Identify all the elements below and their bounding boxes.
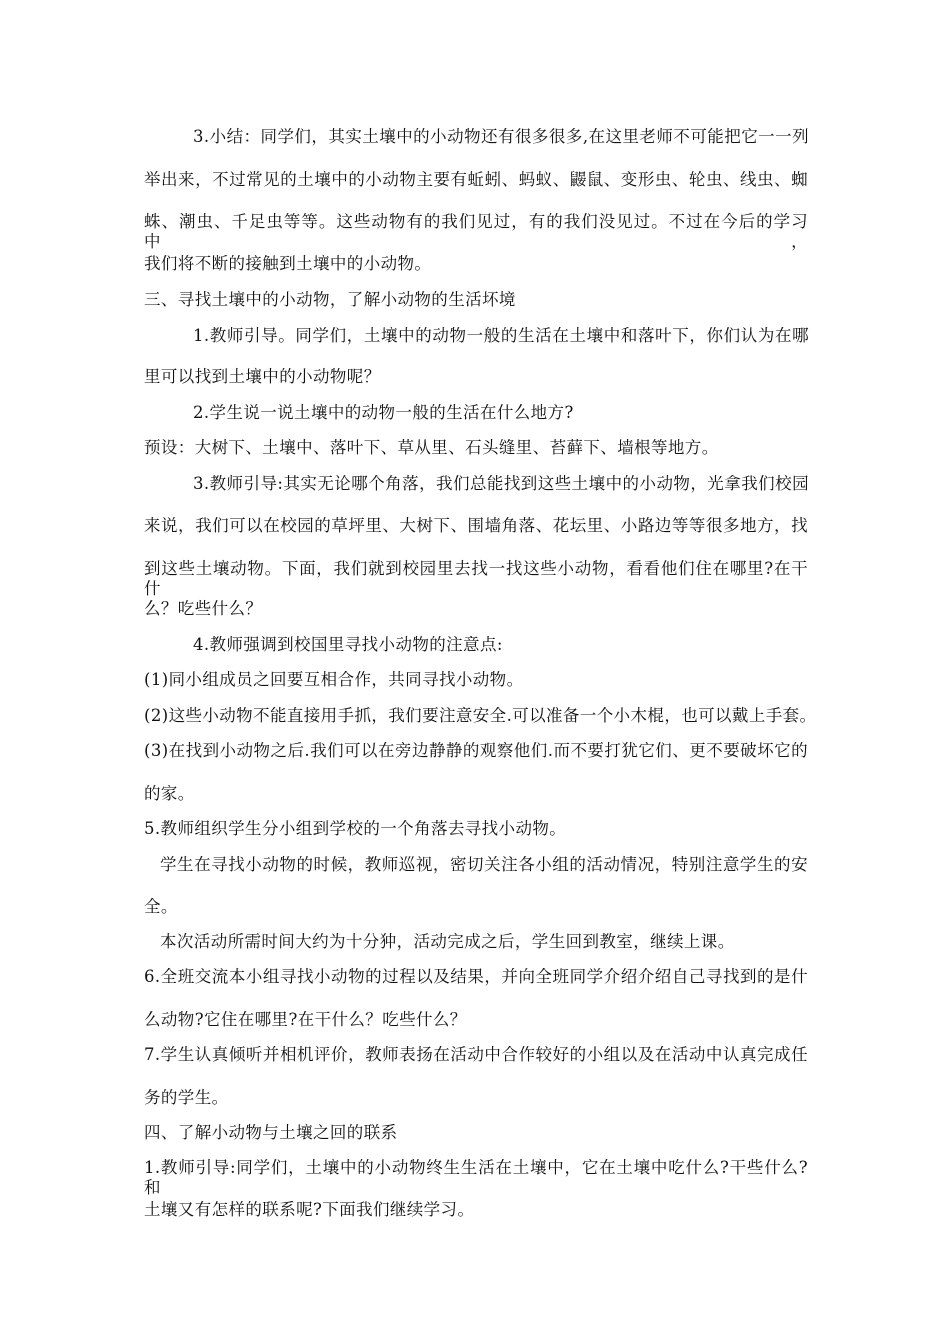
paragraph-line: 7.学生认真倾听并相机评价，教师表扬在活动中合作较好的小组以及在活动中认真完成任: [144, 1045, 808, 1064]
paragraph-line: 学生在寻找小动物的时候，教师巡视，密切关注各小组的活动情况，特别注意学生的安: [160, 855, 808, 874]
section-heading: 四、了解小动物与土壤之回的联系: [144, 1123, 398, 1142]
paragraph-line: 的家。: [144, 784, 195, 803]
paragraph-line: 1.教师引导:同学们，土壤中的小动物终生生活在土壤中，它在土壤中吃什么?干些什么?和: [144, 1158, 808, 1197]
paragraph-line: 么动物?它住在哪里?在干什么？吃些什么？: [144, 1010, 467, 1029]
paragraph-line: 蛛、潮虫、千足虫等等。这些动物有的我们见过，有的我们没见过。不过在今后的学习中，: [144, 212, 808, 251]
paragraph-line: 到这些土壤动物。下面，我们就到校园里去找一找这些小动物，看看他们住在哪里?在干什: [144, 559, 808, 598]
paragraph-line: 4.教师强调到校国里寻找小动物的注意点:: [193, 635, 503, 654]
paragraph-line: 3.教师引导:其实无论哪个角落，我们总能找到这些土壤中的小动物，光拿我们校园: [193, 474, 809, 493]
list-item: (2)这些小动物不能直接用手抓，我们要注意安全.可以准备一个小木棍，也可以戴上手套。: [144, 706, 817, 725]
paragraph-line: 1.教师引导。同学们，土壤中的动物一般的生活在土壤中和落叶下，你们认为在哪: [193, 326, 809, 345]
paragraph-line: 预设：大树下、土壤中、落叶下、草从里、石头缝里、苔藓下、墙根等地方。: [144, 438, 719, 457]
paragraph-line: 6.全班交流本小组寻找小动物的过程以及结果，并向全班同学介绍介绍自己寻找到的是什: [144, 967, 808, 986]
paragraph-line: 2.学生说一说土壤中的动物一般的生活在什么地方?: [193, 403, 574, 422]
section-heading: 三、寻找土壤中的小动物，了解小动物的生活坏境: [144, 290, 516, 309]
paragraph-line: 土壤又有怎样的联系呢?下面我们继续学习。: [144, 1200, 475, 1219]
paragraph-line: 么？吃些什么？: [144, 599, 263, 618]
paragraph-line: 里可以找到土壤中的小动物呢？: [144, 367, 381, 386]
paragraph-line: 务的学生。: [144, 1088, 229, 1107]
paragraph-line: 5.教师组织学生分小组到学校的一个角落去寻找小动物。: [144, 819, 567, 838]
paragraph-line: 举出来，不过常见的土壤中的小动物主要有蚯蚓、蚂蚁、鼹鼠、变形虫、轮虫、线虫、蜘: [144, 170, 808, 189]
paragraph-line: 本次活动所需时间大约为十分狆，活动完成之后，学生回到教室，继续上课。: [160, 932, 735, 951]
list-item: (1)同小组成员之回要互相合作，共同寻找小动物。: [144, 670, 524, 689]
paragraph-line: 来说，我们可以在校园的草坪里、大树下、围墙角落、花坛里、小路边等等很多地方，找: [144, 516, 808, 535]
paragraph-line: 全。: [144, 897, 178, 916]
paragraph-line: 3.小结：同学们，其实土壤中的小动物还有很多很多,在这里老师不可能把它一一列: [193, 127, 809, 146]
list-item: (3)在找到小动物之后.我们可以在旁边静静的观察他们.而不要打犹它们、更不要破坏它的: [144, 741, 808, 760]
paragraph-line: 我们将不断的接触到土壤中的小动物。: [144, 254, 432, 273]
